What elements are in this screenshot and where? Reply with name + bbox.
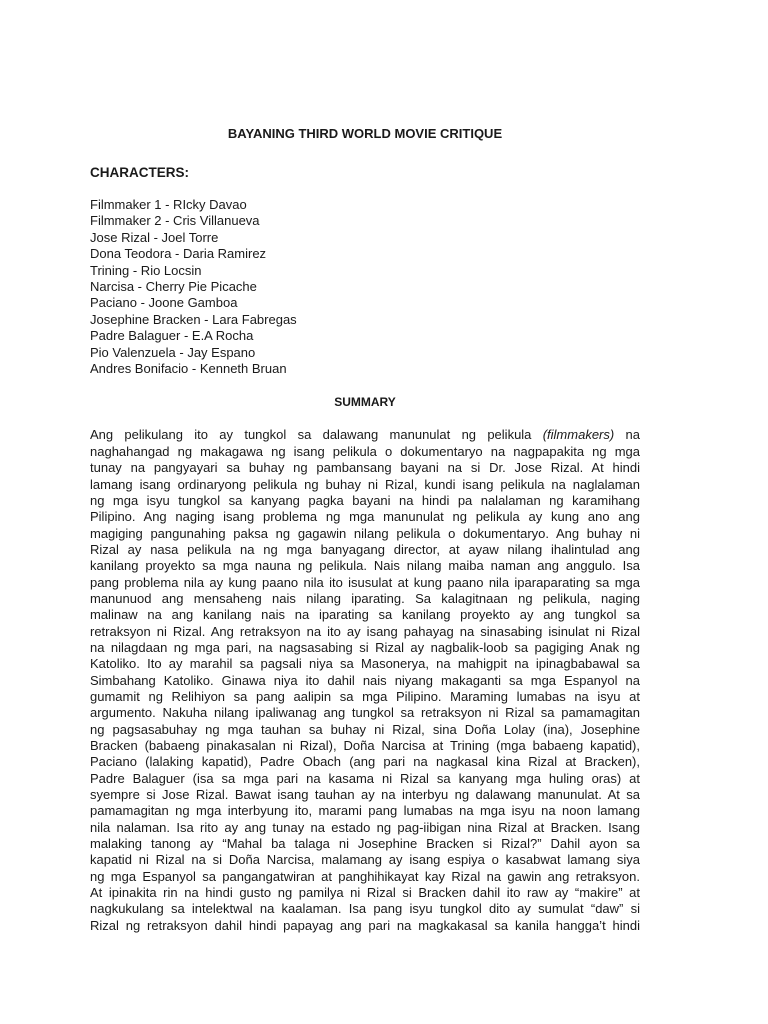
summary-line: nagkukulang sa intelektwal na kaalaman. Isa pang isyu tungkol dito ay sumulat “daw” si	[90, 901, 640, 917]
summary-line: kanilang proyekto sa mga nauna ng pelikula. Nais nilang maiba naman ang anggulo. Isa	[90, 558, 640, 574]
summary-line: naghahangad ng makagawa ng isang pelikula o dokumentaryo na nagpapakita ng mga	[90, 443, 640, 459]
summary-line: argumento. Nakuha nilang ipaliwanag ang tungkol sa retraksyon ni Rizal sa pamamagitan	[90, 705, 640, 721]
characters-heading: CHARACTERS:	[90, 165, 189, 180]
summary-line: syempre si Jose Rizal. Bawat isang tauhan ay na interbyu ng dalawang manunulat. At sa	[90, 787, 640, 803]
character-item: Narcisa - Cherry Pie Picache	[90, 279, 257, 295]
summary-line: tunay na pangyayari sa buhay ng pambansang bayani na si Dr. Jose Rizal. At hindi	[90, 460, 640, 476]
summary-line: pang problema nila ay kung paano nila ito isusulat at kung paano nila iparaparating sa mga	[90, 574, 640, 590]
summary-line: Ang pelikulang ito ay tungkol sa dalawang manunulat ng pelikula (filmmakers) na	[90, 427, 640, 443]
character-item: Jose Rizal - Joel Torre	[90, 229, 219, 245]
character-item: Paciano - Joone Gamboa	[90, 295, 238, 311]
summary-line: Rizal ay nasa pelikula na ng mga banyagang director, at ayaw nilang ihalintulad ang	[90, 541, 640, 557]
document-page	[90, 126, 640, 934]
character-item: Pio Valenzuela - Jay Espano	[90, 344, 256, 360]
document-title: BAYANING THIRD WORLD MOVIE CRITIQUE	[227, 126, 503, 141]
summary-line: ng mga Espanyol sa pangangatwiran at panghihikayat kay Rizal na gawin ang retraksyon.	[90, 868, 640, 884]
summary-line: Simbahang Katoliko. Ginawa niya ito dahil nais niyang makaganti sa mga Espanyol na	[90, 672, 640, 688]
summary-heading: SUMMARY	[334, 395, 396, 410]
summary-line: malinaw na ang kanilang nais na iparating sa kanilang proyekto ay ang tungkol sa	[90, 607, 640, 623]
summary-line: Paciano (lalaking kapatid), Padre Obach (ang pari na nagkasal kina Rizal at Bracken),	[90, 754, 640, 770]
summary-line: manunuod ang mensaheng nais nilang iparating. Sa kalagitnaan ng pelikula, naging	[90, 590, 640, 606]
summary-line: nila nalaman. Isa rito ay ang tunay na estado ng pag-iibigan nina Rizal at Bracken. Isang	[90, 819, 640, 835]
summary-paragraph	[90, 427, 640, 934]
summary-line: malaking tanong ay “Mahal ba talaga ni Josephine Bracken si Rizal?” Dahil ayon sa	[90, 836, 640, 852]
character-item: Filmmaker 1 - RIcky Davao	[90, 197, 247, 212]
summary-line: magiging pangunahing paksa ng gagawin nilang pelikula o dokumentaryo. Ang buhay ni	[90, 525, 640, 541]
character-list	[90, 197, 640, 377]
summary-line: Katoliko. Ito ay marahil sa pagsali niya sa Masonerya, na mahigpit na ipinagbabawal sa	[90, 656, 640, 672]
summary-line: Bracken (babaeng pinakasalan ni Rizal), Doña Narcisa at Trining (mga babaeng kapatid),	[90, 738, 640, 753]
summary-line: Pilipino. Ang naging isang problema ng mga manunulat ng pelikula ay kung ano ang	[90, 509, 640, 525]
character-item: Trining - Rio Locsin	[90, 262, 202, 278]
summary-line: gumamit ng Relihiyon sa pang aalipin sa mga Pilipino. Maraming lumabas na isyu at	[90, 688, 640, 704]
character-item: Dona Teodora - Daria Ramirez	[90, 246, 267, 262]
character-item: Josephine Bracken - Lara Fabregas	[90, 311, 297, 327]
character-item: Padre Balaguer - E.A Rocha	[90, 328, 254, 344]
summary-line: Padre Balaguer (isa sa mga pari na kasama ni Rizal sa kanyang mga huling oras) at	[90, 770, 640, 786]
summary-line: pamamagitan ng mga interbyung ito, marami pang lumabas na mga isyu na noon lamang	[90, 803, 640, 819]
character-item: Filmmaker 2 - Cris Villanueva	[90, 213, 260, 229]
summary-line: ng mga isyu tungkol sa kanyang pagka bayani na hindi pa nalalaman ng karamihang	[90, 492, 640, 508]
summary-line: kapatid ni Rizal na si Doña Narcisa, malamang ay isang espiya o kasabwat lamang siya	[90, 852, 640, 868]
summary-line: na nilagdaan ng mga pari, na nagsasabing si Rizal ay nagbalik-loob sa pagiging Anak ng	[90, 639, 640, 655]
summary-line: retraksyon ni Rizal. Ang retraksyon na ito ay isang pahayag na sinasabing isinulat ni Rizal	[90, 623, 640, 639]
summary-line: lamang isang ordinaryong pelikula ng buhay ni Rizal, kundi isang pelikula na naglalaman	[90, 476, 640, 492]
summary-line: ng pagsasabuhay ng mga tauhan sa buhay ni Rizal, sina Doña Lolay (ina), Josephine	[90, 721, 640, 737]
summary-line: At ipinakita rin na hindi gusto ng pamilya ni Rizal si Bracken dahil ito raw ay “makire” at	[90, 885, 640, 901]
character-item: Andres Bonifacio - Kenneth Bruan	[90, 361, 287, 377]
summary-line: Rizal ng retraksyon dahil hindi papayag ang pari na magkakasal sa kanila hangga’t hindi	[90, 917, 640, 933]
